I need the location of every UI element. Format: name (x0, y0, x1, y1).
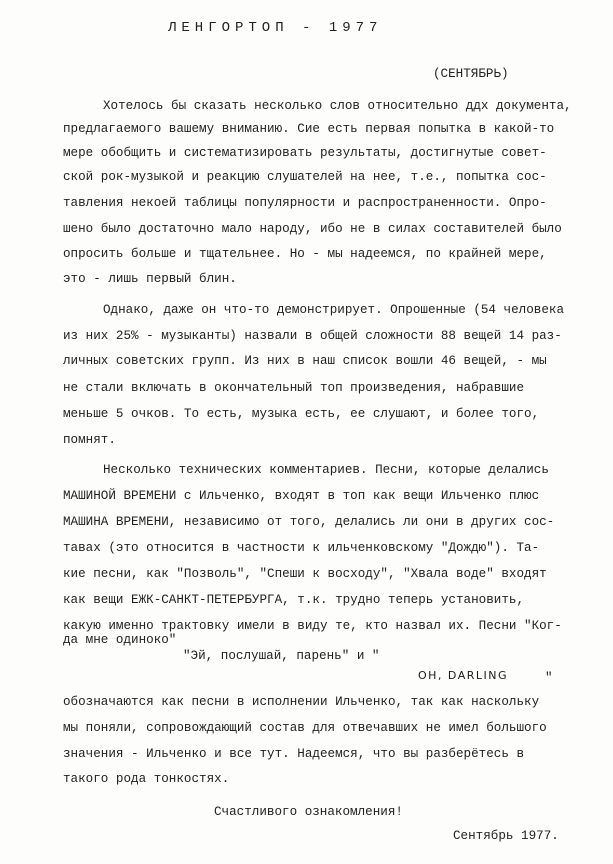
paragraph-3-line-1: Несколько технических комментариев. Песни, которые делались (103, 463, 549, 477)
paragraph-3-line-7: какую именно трактовку имели в виду те, кто назвал их. Песни "Ког- (63, 619, 562, 633)
paragraph-1-line-5: тавления некоей таблицы популярности и распространенности. Опро- (63, 196, 547, 210)
paragraph-3-line-12: значения - Ильченко и все тут. Надеемся, что вы разберётесь в (63, 747, 525, 761)
paragraph-3-line-11: мы поняли, сопровождающий состав для отвечавших не имел большого (63, 721, 547, 735)
paragraph-3-line-4: тавах (это относится в частности к ильченковскому "Дождю"). Та- (63, 541, 540, 555)
paragraph-2-line-2: из них 25% - музыканты) назвали в общей сложности 88 вещей 14 раз- (63, 329, 562, 343)
paragraph-3-line-3: МАШИНА ВРЕМЕНИ, независимо от того, делались ли они в других сос- (63, 515, 555, 529)
paragraph-3-line-2: МАШИНОЙ ВРЕМЕНИ с Ильченко, входят в топ как вещи Ильченко плюс (63, 489, 540, 503)
paragraph-3-line-10: обозначаются как песни в исполнении Ильченко, так как наскольку (63, 695, 540, 709)
paragraph-3-line-9: "Эй, послушай, парень" и " (183, 649, 380, 663)
paragraph-3-line-8: да мне одиноко" (63, 633, 177, 647)
paragraph-3-line-6: как вещи ЕЖК-САНКТ-ПЕТЕРБУРГА, т.к. трудно теперь установить, (63, 593, 525, 607)
paragraph-2-line-4: не стали включать в окончательный топ произведения, набравшие (63, 381, 525, 395)
paragraph-1-line-6: шено было достаточно мало народу, ибо не в силах составителей было (63, 222, 562, 236)
paragraph-2-line-1: Однако, даже он что-то демонстрирует. Опрошенные (54 человека (103, 303, 565, 317)
document-month: (СЕНТЯБРЬ) (433, 67, 509, 81)
paragraph-1-line-4: ской рок-музыкой и реакцию слушателей на нее, т.е., попытка сос- (63, 170, 547, 184)
signature-date: Сентябрь 1977. (453, 829, 559, 843)
handwritten-note: OH, DARLING (418, 669, 508, 682)
paragraph-1-line-2: предлагаемого вашему вниманию. Сие есть первая попытка в какой-то (63, 122, 555, 136)
document-title: ЛЕНГОРТОП - 1977 (168, 20, 383, 36)
paragraph-2-line-3: личных советских групп. Из них в наш список вошли 46 вещей, - мы (63, 354, 547, 368)
paragraph-2-line-6: помнят. (63, 433, 116, 447)
paragraph-1-line-8: это - лишь первый блин. (63, 272, 237, 286)
paragraph-2-line-5: меньше 5 очков. То есть, музыка есть, ее слушают, и более того, (63, 407, 540, 421)
paragraph-1-line-7: опросить больше и тщательнее. Но - мы надеемся, по крайней мере, (63, 247, 547, 261)
paragraph-1-line-1: Хотелось бы сказать несколько слов относительно ддх документа, (103, 99, 572, 113)
paragraph-3-line-13: такого рода тонкостях. (63, 772, 230, 786)
closing-line: Счастливого ознакомления! (214, 805, 403, 819)
paragraph-3-quote-close: " (545, 671, 553, 685)
paragraph-3-line-5: кие песни, как "Позволь", "Спеши к восходу", "Хвала воде" входят (63, 567, 547, 581)
paragraph-1-line-3: мере обобщить и систематизировать результаты, достигнутые совет- (63, 146, 547, 160)
